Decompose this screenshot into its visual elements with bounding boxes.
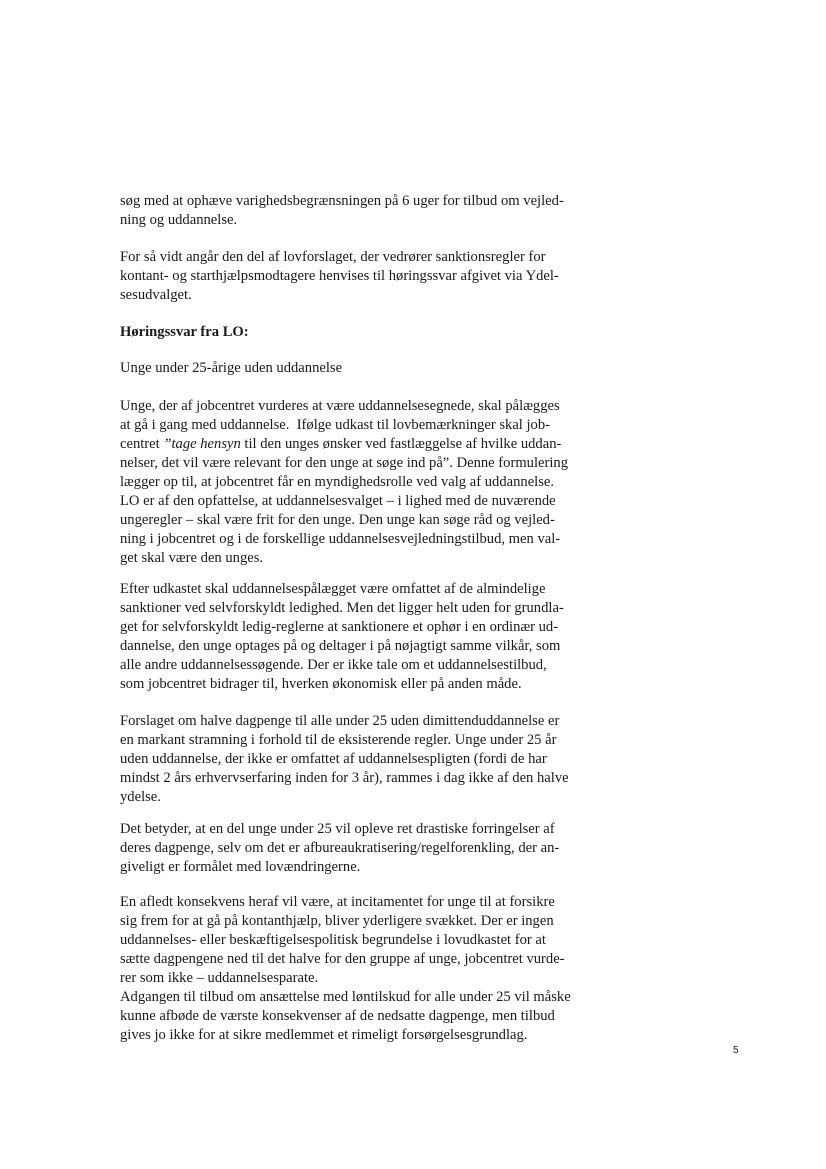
text-line: deres dagpenge, selv om det er afbureaukratisering/regelforenkling, der an- (120, 840, 560, 856)
paragraph-konsekvens (120, 893, 620, 1045)
text-line: Unge, der af jobcentret vurderes at være uddannelsesegnede, skal pålægges (120, 398, 560, 414)
text-line: lægger op til, at jobcentret får en myndighedsrolle ved valg af uddannelse. (120, 474, 555, 490)
text-line: en markant stramning i forhold til de eksisterende regler. Unge under 25 år (120, 732, 557, 748)
text-line: ungeregler – skal være frit for den unge. Den unge kan søge råd og vejled- (120, 512, 555, 528)
paragraph-subtitle (120, 359, 620, 378)
text-line: gives jo ikke for at sikre medlemmet et rimeligt forsørgelsesgrundlag. (120, 1027, 528, 1043)
text-line-with-italic (120, 435, 620, 454)
text-line: Det betyder, at en del unge under 25 vil opleve ret drastiske forringelser af (120, 821, 555, 837)
text-line: For så vidt angår den del af lovforslaget, der vedrører sanktionsregler for (120, 249, 546, 265)
text-line: Adgangen til tilbud om ansættelse med løntilskud for alle under 25 vil måske (120, 989, 571, 1005)
paragraph-sanktionsregler (120, 248, 620, 305)
text-line: søg med at ophæve varighedsbegrænsningen på 6 uger for tilbud om vejled- (120, 193, 564, 209)
text-line: mindst 2 års erhvervserfaring inden for 3 år), rammes i dag ikke af den halve (120, 770, 569, 786)
text-line: kontant- og starthjælpsmodtagere henvises til høringssvar afgivet via Ydel- (120, 268, 559, 284)
text-line: at gå i gang med uddannelse. Ifølge udkast til lovbemærkninger skal job- (120, 417, 551, 433)
text-line: rer som ikke – uddannelsesparate. (120, 970, 319, 986)
paragraph-sanktioner (120, 580, 620, 694)
text-line: kunne afbøde de værste konsekvenser af de nedsatte dagpenge, men tilbud (120, 1008, 555, 1024)
text-line: Unge under 25-årige uden uddannelse (120, 360, 343, 376)
text-fragment: centret (120, 436, 164, 452)
section-heading (120, 323, 620, 342)
text-line: ning og uddannelse. (120, 212, 238, 228)
paragraph-halve-dagpenge (120, 712, 620, 807)
paragraph-uddannelsesegnede (120, 397, 620, 568)
text-line: giveligt er formålet med lovændringerne. (120, 859, 361, 875)
text-line: sesudvalget. (120, 287, 192, 303)
text-fragment: til den unges ønsker ved fastlæggelse af hvilke uddan- (240, 436, 562, 452)
text-line: ydelse. (120, 789, 161, 805)
text-line: get skal være den unges. (120, 550, 264, 566)
text-line: sanktioner ved selvforskyldt ledighed. Men det ligger helt uden for grundla- (120, 600, 564, 616)
page-number: 5 (733, 1045, 739, 1056)
paragraph-forringelser (120, 820, 620, 877)
text-line: som jobcentret bidrager til, hverken økonomisk eller på anden måde. (120, 676, 522, 692)
paragraph-vejledning (120, 192, 620, 230)
text-line: sætte dagpengene ned til det halve for den gruppe af unge, jobcentret vurde- (120, 951, 565, 967)
text-line: Forslaget om halve dagpenge til alle under 25 uden dimittenduddannelse er (120, 713, 560, 729)
text-line: sig frem for at gå på kontanthjælp, bliver yderligere svækket. Der er ingen (120, 913, 554, 929)
text-line: En afledt konsekvens heraf vil være, at incitamentet for unge til at forsikre (120, 894, 555, 910)
text-line: get for selvforskyldt ledig-reglerne at sanktionere et ophør i en ordinær ud- (120, 619, 559, 635)
text-line: dannelse, den unge optages på og deltager i på nøjagtigt samme vilkår, som (120, 638, 561, 654)
text-line: alle andre uddannelsessøgende. Der er ikke tale om et uddannelsestilbud, (120, 657, 547, 673)
italic-phrase: ”tage hensyn (163, 436, 241, 452)
text-line: uden uddannelse, der ikke er omfattet af uddannelsespligten (fordi de har (120, 751, 547, 767)
text-line: LO er af den opfattelse, at uddannelsesvalget – i lighed med de nuværende (120, 493, 556, 509)
heading-text: Høringssvar fra LO: (120, 324, 249, 340)
text-line: ning i jobcentret og i de forskellige uddannelsesvejledningstilbud, men val- (120, 531, 561, 547)
text-line: nelser, det vil være relevant for den unge at søge ind på”. Denne formulering (120, 455, 569, 471)
text-line: Efter udkastet skal uddannelsespålægget være omfattet af de almindelige (120, 581, 546, 597)
text-line: uddannelses- eller beskæftigelsespolitisk begrundelse i lovudkastet for at (120, 932, 546, 948)
